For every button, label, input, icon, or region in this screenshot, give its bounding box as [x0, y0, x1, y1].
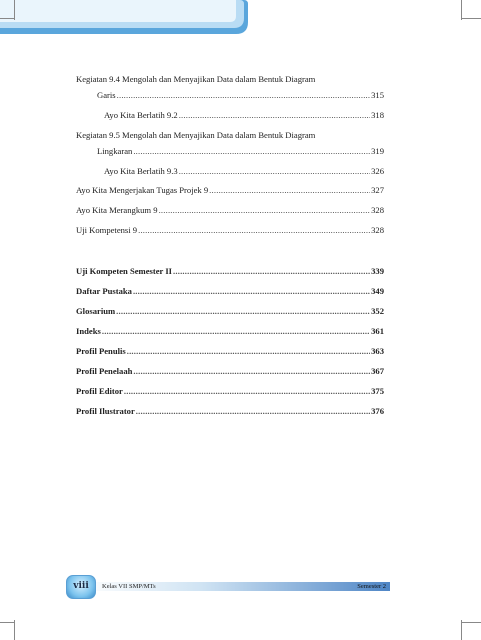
toc-entry[interactable]: [76, 203, 384, 217]
toc-page-number: 352: [371, 306, 384, 316]
toc-entry[interactable]: [76, 384, 384, 398]
page-number-badge: viii: [66, 575, 96, 599]
toc-entry[interactable]: [76, 223, 384, 237]
dot-leader: [133, 144, 370, 158]
dot-leader: [124, 384, 370, 398]
toc-page-number: 318: [371, 110, 384, 120]
toc-entry[interactable]: [76, 404, 384, 418]
toc-entry-label: Daftar Pustaka: [76, 286, 132, 296]
crop-mark: [462, 622, 481, 623]
dot-leader: [133, 364, 370, 378]
toc-entry[interactable]: [76, 304, 384, 318]
crop-mark: [0, 18, 14, 19]
toc-entry-label: Garis: [97, 90, 116, 100]
dot-leader: [116, 304, 370, 318]
crop-mark: [14, 620, 15, 640]
toc-page-number: 327: [371, 185, 384, 195]
toc-page-number: 361: [371, 326, 384, 336]
toc-page-number: 367: [371, 366, 384, 376]
toc-page-number: 315: [371, 90, 384, 100]
toc-page-number: 319: [371, 146, 384, 156]
toc-entry[interactable]: [76, 284, 384, 298]
toc-entry-label: Profil Penulis: [76, 346, 126, 356]
toc-entry-label: Ayo Kita Berlatih 9.2: [104, 110, 178, 120]
dot-leader: [179, 164, 370, 178]
dot-leader: [136, 404, 370, 418]
toc-page-number: 339: [371, 266, 384, 276]
toc-entry-label: Ayo Kita Merangkum 9: [76, 205, 158, 215]
toc-entry-label: Lingkaran: [97, 146, 133, 156]
dot-leader: [138, 223, 370, 237]
page-footer: [66, 575, 392, 597]
toc-entry-label: Profil Editor: [76, 386, 123, 396]
toc-page-number: 349: [371, 286, 384, 296]
toc-entry-label: Indeks: [76, 326, 101, 336]
toc-page-number: 326: [371, 166, 384, 176]
crop-mark: [0, 622, 14, 623]
dot-leader: [127, 344, 370, 358]
dot-leader: [159, 203, 371, 217]
toc-entry-heading: Kegiatan 9.4 Mengolah dan Menyajikan Data dalam Bentuk Diagram: [76, 74, 316, 84]
crop-mark: [461, 620, 462, 640]
header-band: [0, 0, 250, 42]
toc-entry-label: Uji Kompeten Semester II: [76, 266, 173, 276]
dot-leader: [173, 264, 370, 278]
dot-leader: [133, 284, 370, 298]
toc-entry[interactable]: [104, 108, 384, 122]
toc-entry[interactable]: [76, 344, 384, 358]
toc-entry[interactable]: [97, 144, 384, 158]
crop-mark: [462, 18, 481, 19]
dot-leader: [102, 324, 370, 338]
crop-mark: [461, 0, 462, 20]
toc-entry-label: Ayo Kita Berlatih 9.3: [104, 166, 178, 176]
toc-entry-label: Glosarium: [76, 306, 116, 316]
toc-entry[interactable]: [76, 264, 384, 278]
toc-entry[interactable]: [76, 364, 384, 378]
toc-entry[interactable]: [76, 183, 384, 197]
toc-entry[interactable]: [104, 164, 384, 178]
footer-semester-label: Semester 2: [357, 583, 386, 590]
toc-page-number: 375: [371, 386, 384, 396]
toc-entry[interactable]: [76, 324, 384, 338]
toc-page-number: 376: [371, 406, 384, 416]
toc-entry[interactable]: [97, 88, 384, 102]
toc-entry-heading: Kegiatan 9.5 Mengolah dan Menyajikan Data dalam Bentuk Diagram: [76, 130, 316, 140]
toc-page-number: 328: [371, 225, 384, 235]
toc-entry-label: Profil Penelaah: [76, 366, 133, 376]
toc-entry-label: Ayo Kita Mengerjakan Tugas Projek 9: [76, 185, 209, 195]
toc-entry-label: Uji Kompetensi 9: [76, 225, 138, 235]
footer-class-label: Kelas VII SMP/MTs: [102, 583, 156, 590]
crop-mark: [14, 0, 15, 20]
dot-leader: [209, 183, 370, 197]
toc-page-number: 363: [371, 346, 384, 356]
dot-leader: [117, 88, 370, 102]
toc-page-number: 328: [371, 205, 384, 215]
dot-leader: [179, 108, 370, 122]
toc-entry-label: Profil Ilustrator: [76, 406, 135, 416]
